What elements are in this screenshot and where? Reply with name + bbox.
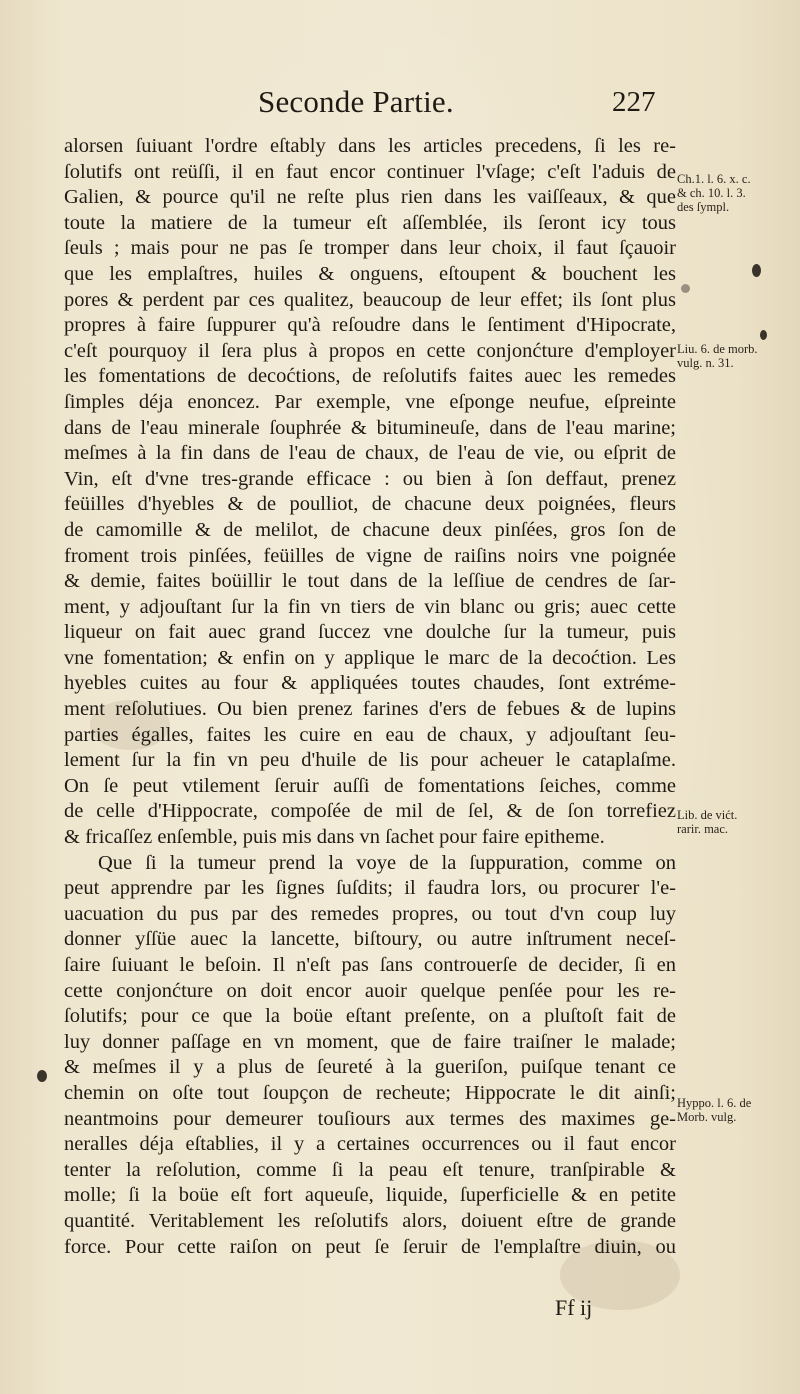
margin-note-line: Ch.1. l. 6. x. c. <box>677 172 751 186</box>
text-line: & fricaſſez enſemble, puis mis dans vn ſachet pour faire epitheme. <box>64 826 605 849</box>
text-line: vne fomentation; & enfin on y applique le marc de la decoćtion. Les <box>64 646 676 669</box>
text-line: neantmoins pour demeurer touſiours aux termes des maximes ge- <box>64 1107 676 1130</box>
margin-note-line: des ſympl. <box>677 200 730 214</box>
margin-note-line: Hyppo. l. 6. de <box>677 1096 752 1110</box>
text-line: chemin on oſte tout ſoupçon de recheute; Hippocrate le dit ainſi; <box>64 1081 676 1104</box>
text-line: Galien, & pource qu'il ne reſte plus rien dans les vaiſſeaux, & que <box>64 186 676 209</box>
margin-note-line: Morb. vulg. <box>677 1110 737 1124</box>
margin-note-line: Liu. 6. de morb. <box>677 342 758 356</box>
text-line: ſeuls ; mais pour ne pas ſe tromper dans leur choix, il faut ſçauoir <box>64 237 676 260</box>
text-line: ment, y adjouſtant ſur la fin vn tiers de vin blanc ou gris; auec cette <box>64 595 676 618</box>
ink-blot <box>37 1070 47 1082</box>
signature-mark: Ff ij <box>555 1295 593 1320</box>
text-line: quantité. Veritablement les reſolutifs alors, doiuent eſtre de grande <box>64 1209 676 1232</box>
text-line: meſmes à la fin dans de l'eau de chaux, de l'eau de vie, ou eſprit de <box>64 442 676 465</box>
text-line: ſolutifs ont reüſſi, il en faut encor continuer l'vſage; c'eſt l'aduis de <box>64 160 676 183</box>
margin-note-line: rarir. mac. <box>677 822 729 836</box>
text-line: liqueur on fait auec grand ſuccez vne doulche ſur la tumeur, puis <box>64 621 676 644</box>
text-line: parties égalles, faites les cuire en eau de chaux, y adjouſtant ſeu- <box>64 723 676 746</box>
margin-note <box>677 172 751 214</box>
text-line: que les emplaſtres, huiles & onguens, eſtoupent & bouchent les <box>64 262 676 285</box>
text-line: pores & perdent par ces qualitez, beaucoup de leur effet; ils ſont plus <box>64 288 676 311</box>
text-line: uacuation du pus par des remedes propres, ou tout d'vn coup luy <box>64 902 676 925</box>
text-line: ſolutifs; pour ce que la boüe eſtant preſente, on a pluſtoſt fait de <box>64 1005 676 1028</box>
text-line: froment trois pinſées, feüilles de vigne de raiſins noirs vne poignée <box>64 544 676 567</box>
margin-note-line: Lib. de vićt. <box>677 808 738 822</box>
text-line: ſaire ſuiuant le beſoin. Il n'eſt pas ſans controuerſe de decider, ſi en <box>64 954 676 976</box>
ink-blot <box>681 284 690 293</box>
margin-note <box>677 342 758 370</box>
text-line: cette conjonćture on doit encor auoir quelque penſée pour les re- <box>64 979 676 1002</box>
page-header <box>0 84 800 128</box>
text-line: ment reſolutiues. Ou bien prenez farines d'ers de febues & de lupins <box>64 698 676 721</box>
text-line: neralles déja eſtablies, il y a certaines occurrences ou il faut encor <box>64 1133 676 1156</box>
text-line: ſimples déja enoncez. Par exemple, vne eſponge neufue, eſpreinte <box>64 390 676 413</box>
text-line: propres à faire ſuppurer qu'à reſoudre dans le ſentiment d'Hipocrate, <box>64 314 676 337</box>
text-line: c'eſt pourquoy il ſera plus à propos en cette conjonćture d'employer <box>64 339 676 362</box>
margin-note <box>677 1096 751 1124</box>
text-line: donner yſſüe auec la lancette, biſtoury, ou autre inſtrument neceſ- <box>64 928 676 951</box>
text-line: peut apprendre par les ſignes ſuſdits; il faudra lors, ou procurer l'e- <box>64 877 676 900</box>
text-line: hyebles cuites au four & appliquées toutes chaudes, ſont extréme- <box>64 672 676 695</box>
margin-note <box>677 808 737 836</box>
text-line: On ſe peut vtilement ſeruir auſſi de fomentations ſeiches, comme <box>64 774 676 797</box>
running-title: Seconde Partie. <box>258 84 454 119</box>
text-line: feüilles d'hyebles & de poulliot, de chacune deux poignées, fleurs <box>64 493 676 516</box>
text-line: dans de l'eau minerale ſouphrée & bitumineuſe, dans de l'eau marine; <box>64 416 676 439</box>
text-line: tenter la reſolution, comme ſi la peau eſt tenure, tranſpirable & <box>64 1158 676 1181</box>
ink-blot <box>760 330 767 340</box>
page-number: 227 <box>612 86 656 118</box>
body-text <box>64 134 676 1260</box>
text-line: Vin, eſt d'vne tres-grande efficace : ou bien à ſon deffaut, prenez <box>64 467 676 490</box>
ink-blot <box>752 264 761 277</box>
text-line: force. Pour cette raiſon on peut ſe ſeruir de l'emplaſtre diuin, ou <box>64 1235 676 1258</box>
margin-note-line: vulg. n. 31. <box>677 356 734 370</box>
text-line: toute la matiere de la tumeur eſt aſſemblée, ils ſeront icy tous <box>64 211 676 234</box>
text-line: & demie, faites boüillir le tout dans de la leſſiue de cendres de ſar- <box>64 570 676 593</box>
text-line: de celle d'Hippocrate, compoſée de mil de ſel, & de ſon torrefiez <box>64 800 676 823</box>
text-line: luy donner paſſage en vn moment, que de faire traiſner le malade; <box>64 1030 676 1053</box>
text-line: molle; ſi la boüe eſt fort aqueuſe, liquide, ſuperficielle & en petite <box>64 1184 676 1207</box>
text-line: alorsen ſuiuant l'ordre eſtably dans les articles precedens, ſi les re- <box>64 135 676 157</box>
text-line: les fomentations de decoćtions, de reſolutifs faites auec les remedes <box>64 365 676 388</box>
text-line: lement ſur la fin vn peu d'huile de lis pour acheuer le cataplaſme. <box>64 749 676 772</box>
text-line: de camomille & de melilot, de chacune deux pinſées, gros ſon de <box>64 518 676 541</box>
text-line: Que ſi la tumeur prend la voye de la ſuppuration, comme on <box>98 851 676 874</box>
text-line: & meſmes il y a plus de ſeureté à la gueriſon, puiſque tenant ce <box>64 1056 676 1079</box>
margin-note-line: & ch. 10. l. 3. <box>677 186 746 200</box>
